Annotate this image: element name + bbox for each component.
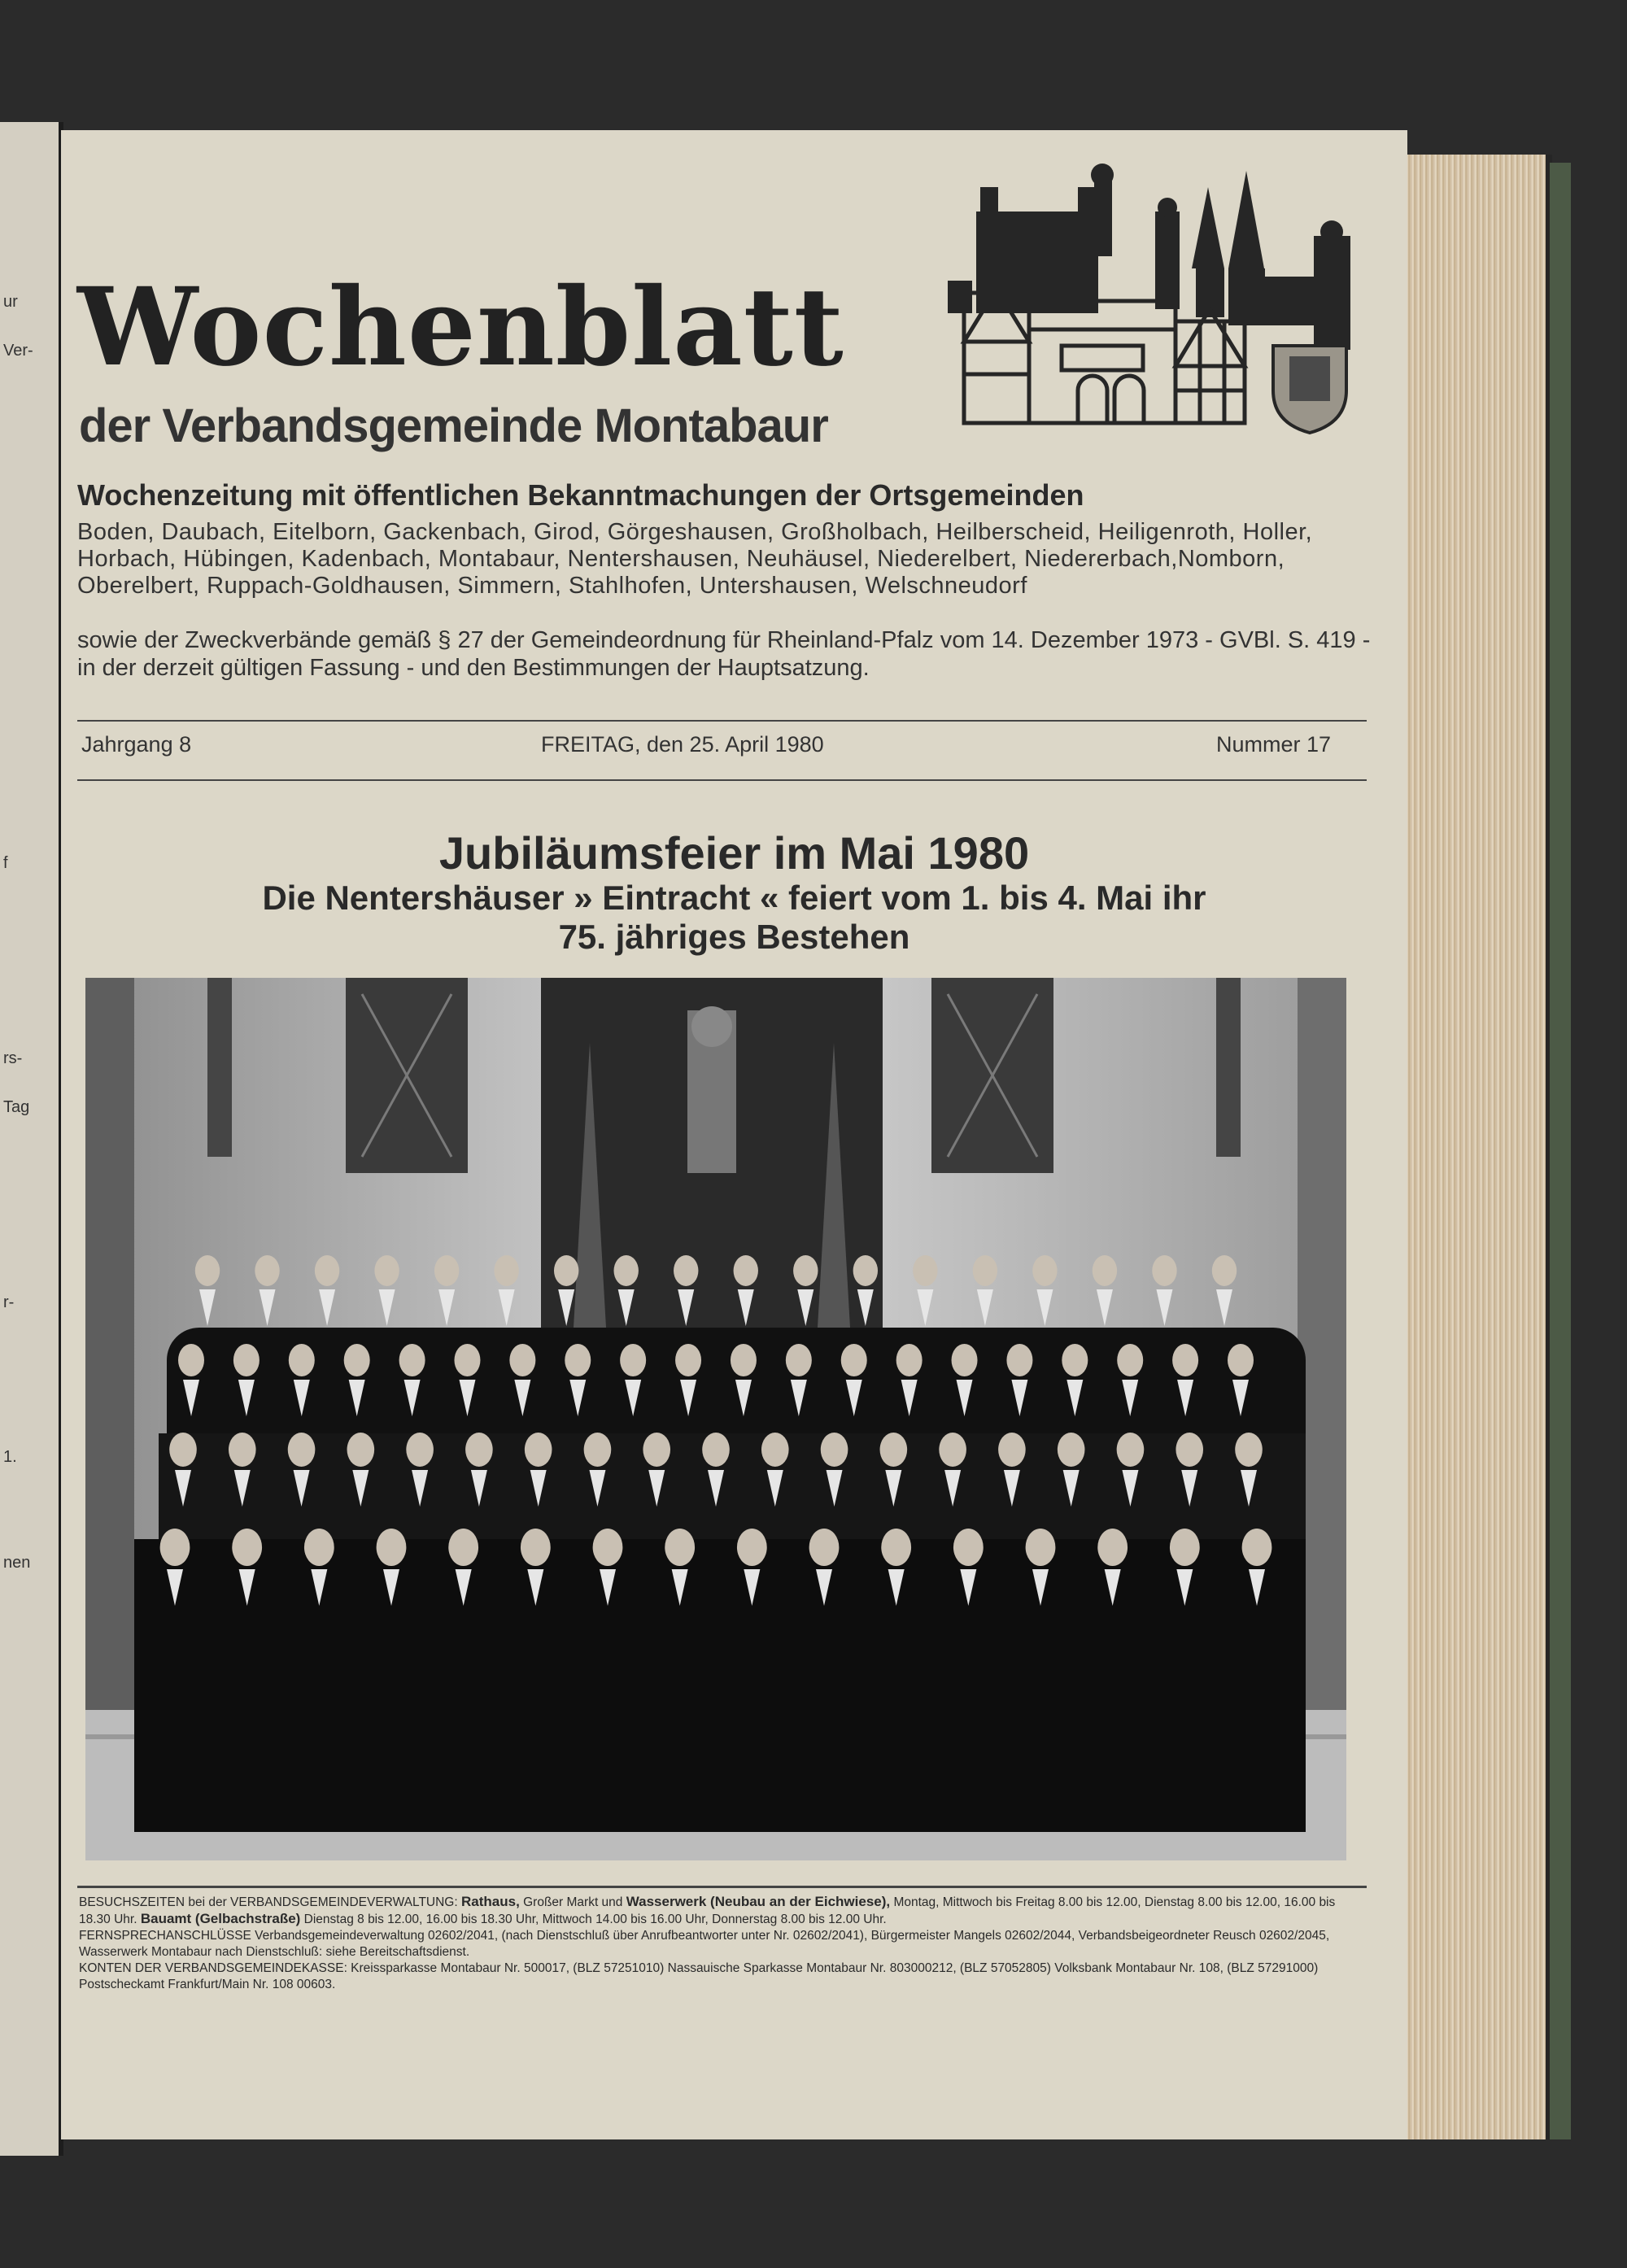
- choir-group-in-church-illustration: [85, 978, 1346, 1860]
- left-page-fragment: f: [3, 854, 8, 872]
- issue-number: Nummer 17: [1216, 732, 1332, 757]
- tagline: Wochenzeitung mit öffentlichen Bekanntmachungen der Ortsgemeinden: [77, 478, 1084, 512]
- legal-notice: sowie der Zweckverbände gemäß § 27 der Gemeindeordnung für Rheinland-Pfalz vom 14. Dezember 1973 - GVBl. S. 419 - in der derzeit gültigen Fassung - und den Bestimmungen der Hauptsatzung.: [77, 627, 1371, 681]
- choir-photo: [85, 978, 1346, 1860]
- issue-volume: Jahrgang 8: [81, 732, 192, 757]
- left-page-fragment: nen: [3, 1554, 31, 1572]
- headline-line-3: 75. jähriges Bestehen: [558, 918, 910, 956]
- footer-hours: Montag, Mittwoch bis Freitag 8.00 bis 12.00, Dienstag 8.00 bis 12.00, 16.00 bis 18.30 Uhr.: [79, 1895, 1336, 1926]
- newspaper-page: [61, 130, 1407, 2139]
- footer-location: Großer Markt und: [523, 1895, 623, 1909]
- issue-date: FREITAG, den 25. April 1980: [541, 732, 824, 757]
- footer-wasserwerk: Wasserwerk (Neubau an der Eichwiese),: [626, 1894, 891, 1909]
- masthead-subtitle: der Verbandsgemeinde Montabaur: [79, 399, 828, 452]
- headline-line-2: Die Nentershäuser » Eintracht « feiert vom 1. bis 4. Mai ihr: [262, 879, 1206, 917]
- bottom-divider: [77, 779, 1367, 781]
- footer-bauamt-hours: Dienstag 8 bis 12.00, 16.00 bis 18.30 Uhr, Mittwoch 14.00 bis 16.00 Uhr, Donnerstag 8.00 bis 12.00 Uhr.: [303, 1913, 887, 1926]
- left-page-fragment: ur: [3, 293, 18, 311]
- footer-phone-numbers: FERNSPRECHANSCHLÜSSE Verbandsgemeindeverwaltung 02602/2041, (nach Dienstschluß über Anrufbeantworter unter Nr. 02602/2041), Bürgermeister Mangels 02602/2044, Verbandsbeigeordneter Reusch 02602/2045, Wasserwerk Montabaur nach Dienstschluß: siehe Bereitschaftsdienst.: [79, 1929, 1330, 1959]
- top-divider: [77, 720, 1367, 722]
- footer-bank-accounts: KONTEN DER VERBANDSGEMEINDEKASSE: Kreissparkasse Montabaur Nr. 500017, (BLZ 57251010) Nassauische Sparkasse Montabaur Nr. 803000212, (BLZ 57052805) Volksbank Montabaur Nr. 108, (BLZ 57291000) Postscheckamt Frankfurt/Main Nr. 108 00603.: [79, 1961, 1319, 1991]
- left-page-fragment: r-: [3, 1293, 15, 1311]
- left-page-fragment: Ver-: [3, 342, 33, 360]
- adjacent-page-edge: [0, 122, 63, 2156]
- book-binding: [1550, 163, 1571, 2139]
- left-page-fragment: 1.: [3, 1448, 17, 1466]
- book-page-edges: [1399, 155, 1552, 2139]
- town-skyline-emblem: [948, 155, 1359, 435]
- left-page-fragment: Tag: [3, 1098, 30, 1116]
- headline-main: Jubiläumsfeier im Mai 1980: [438, 827, 1030, 879]
- masthead-title: Wochenblatt: [77, 264, 844, 390]
- footer-divider: [77, 1886, 1367, 1888]
- office-hours-footer: [79, 1894, 1368, 1993]
- member-towns-list: Boden, Daubach, Eitelborn, Gackenbach, Girod, Görgeshausen, Großholbach, Heilberscheid, Heiligenroth, Holler, Horbach, Hübingen, Kadenbach, Montabaur, Nentershausen, Neuhäusel, Niederelbert, Niedererbach,Nomborn, Oberelbert, Ruppach-Goldhausen, Simmern, Stahlhofen, Untershausen, Welschneudorf: [77, 519, 1313, 599]
- footer-rathaus: Rathaus,: [461, 1894, 520, 1909]
- headline-subtitle: [61, 879, 1407, 957]
- footer-hours-label: BESUCHSZEITEN bei der VERBANDSGEMEINDEVERWALTUNG:: [79, 1895, 458, 1909]
- footer-bauamt: Bauamt (Gelbachstraße): [140, 1911, 301, 1926]
- left-page-fragment: rs-: [3, 1049, 23, 1067]
